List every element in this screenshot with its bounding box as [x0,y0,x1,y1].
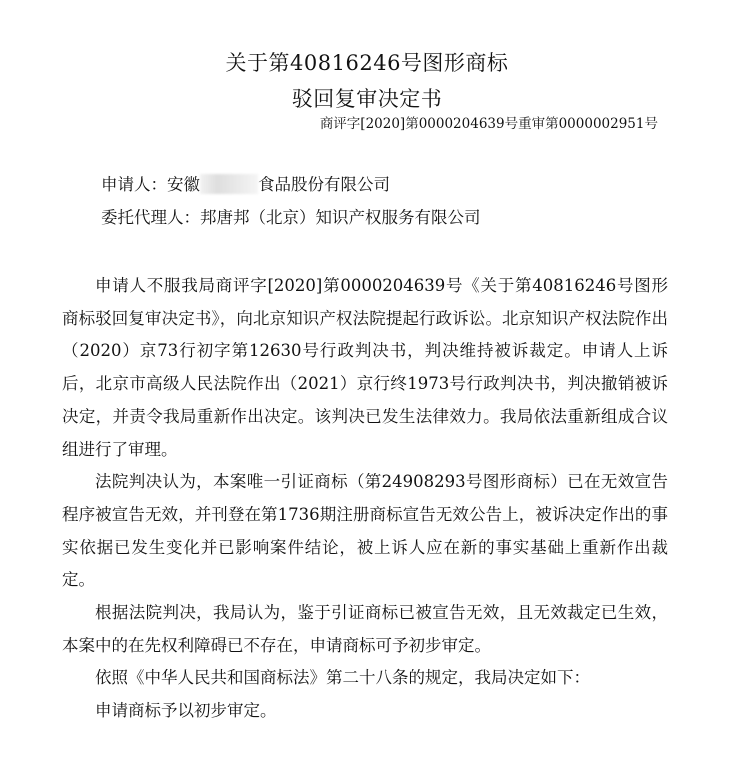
paragraph-court-ruling: 法院判决认为，本案唯一引证商标（第24908293号图形商标）已在无效宣告程序被宣告无效，并刊登在第1736期注册商标宣告无效公告上，被诉决定作出的事实依据已发生变化并已影响案件结论，被上诉人应在新的事实基础上重新作出裁定。 [62,472,668,590]
paragraph-legal-basis: 依照《中华人民共和国商标法》第二十八条的规定，我局决定如下： [95,668,590,688]
agent-name: 邦唐邦（北京）知识产权服务有限公司 [200,208,481,227]
reference-number: 商评字[2020]第0000204639号重审第0000002951号 [319,116,658,132]
agent-label: 委托代理人： [101,208,200,227]
applicant-name-end: 食品股份有限公司 [258,175,390,194]
decision-body [62,270,668,728]
paragraph-background: 申请人不服我局商评字[2020]第0000204639号《关于第40816246号图形商标驳回复审决定书》，向北京知识产权法院提起行政诉讼。北京知识产权法院作出（2020）京73行初字第12630号行政判决书，判决维持被诉裁定。申请人上诉后，北京市高级人民法院作出（2021）京行终1973号行政判决书，判决撤销被诉决定，并责令我局重新作出决定。该判决已发生法律效力。我局依法重新组成合议组进行了审理。 [62,276,668,459]
paragraph-decision: 申请商标予以初步审定。 [95,701,277,721]
agent-line [101,206,481,230]
applicant-name-start: 安徽 [167,175,200,194]
document-title-line2: 驳回复审决定书 [291,87,443,111]
document-title-line1: 关于第40816246号图形商标 [225,51,509,75]
applicant-label: 申请人： [101,175,167,194]
redacted-text-blur [200,174,258,194]
applicant-line [101,173,390,197]
paragraph-office-opinion: 根据法院判决，我局认为，鉴于引证商标已被宣告无效，且无效裁定已生效，本案中的在先权利障碍已不存在，申请商标可予初步审定。 [62,603,668,655]
